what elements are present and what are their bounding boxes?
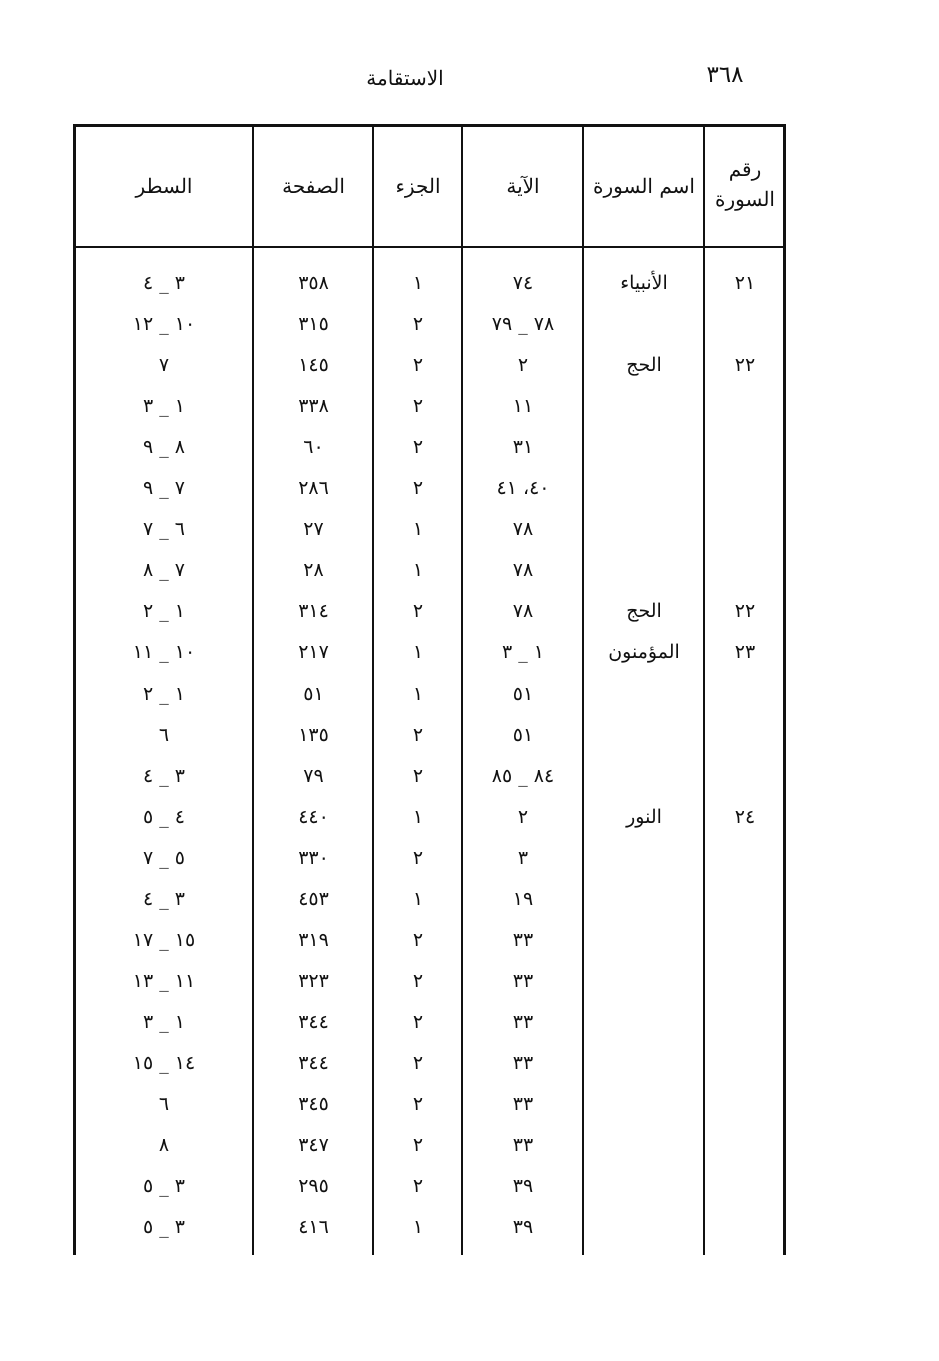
cell-surah-number: ٢٢ bbox=[734, 600, 756, 622]
cell-surah-name bbox=[585, 720, 703, 750]
cell-ayah: ٧٨ bbox=[512, 600, 534, 622]
cell-ayah: ٧٨ bbox=[512, 559, 534, 581]
cell-page: ٦٠ bbox=[303, 436, 324, 458]
cell-surah-name bbox=[585, 761, 703, 791]
cell-page: ٥١ bbox=[303, 683, 324, 705]
cell-page: ٣٢٣ bbox=[298, 970, 329, 992]
cell-juz: ٢ bbox=[412, 847, 424, 869]
cell-surah-number bbox=[706, 843, 784, 873]
cell-surah-name: الحج bbox=[626, 354, 662, 376]
cell-juz: ٢ bbox=[412, 724, 424, 746]
cell-page: ١٤٥ bbox=[298, 354, 329, 376]
cell-surah-number: ٢٤ bbox=[734, 806, 756, 828]
cell-surah-name bbox=[585, 391, 703, 421]
cell-juz: ٢ bbox=[412, 1175, 424, 1197]
cell-line: ٧ _ ٩ bbox=[142, 477, 186, 499]
cell-surah-number bbox=[706, 1048, 784, 1078]
cell-ayah: ٧٨ bbox=[512, 518, 534, 540]
cell-page: ٣١٥ bbox=[298, 313, 329, 335]
cell-juz: ١ bbox=[412, 806, 424, 828]
cell-line: ١٥ _ ١٧ bbox=[132, 929, 196, 951]
cell-surah-name bbox=[585, 884, 703, 914]
cell-page: ٤١٦ bbox=[298, 1216, 329, 1238]
cell-line: ٧ bbox=[158, 354, 170, 376]
cell-ayah: ١٩ bbox=[512, 888, 534, 910]
header-surah-name: اسم السورة bbox=[593, 174, 695, 198]
cell-juz: ٢ bbox=[412, 1093, 424, 1115]
running-title: الاستقامة bbox=[366, 66, 444, 90]
cell-page: ٣١٤ bbox=[298, 600, 329, 622]
cell-surah-name: النور bbox=[626, 806, 662, 828]
cell-line: ٨ _ ٩ bbox=[142, 436, 186, 458]
cell-surah-number bbox=[706, 473, 784, 503]
cell-line: ٦ bbox=[158, 724, 170, 746]
cell-line: ١٤ _ ١٥ bbox=[132, 1052, 196, 1074]
cell-surah-name bbox=[585, 1171, 703, 1201]
column-divider bbox=[582, 124, 584, 1255]
cell-page: ٤٤٠ bbox=[298, 806, 329, 828]
cell-page: ٢٨ bbox=[303, 559, 324, 581]
column-divider bbox=[703, 124, 705, 1255]
cell-juz: ١ bbox=[412, 1216, 424, 1238]
cell-surah-name: الأنبياء bbox=[620, 272, 668, 294]
cell-page: ٣٣٨ bbox=[298, 395, 329, 417]
cell-surah-number bbox=[706, 309, 784, 339]
column-divider bbox=[461, 124, 463, 1255]
cell-ayah: ٢ bbox=[517, 806, 529, 828]
cell-line: ٣ _ ٤ bbox=[142, 765, 186, 787]
cell-juz: ٢ bbox=[412, 1052, 424, 1074]
cell-juz: ١ bbox=[412, 641, 424, 663]
cell-page: ١٣٥ bbox=[298, 724, 329, 746]
header-line: السطر bbox=[135, 174, 193, 198]
cell-surah-number bbox=[706, 432, 784, 462]
cell-page: ٣١٩ bbox=[298, 929, 329, 951]
cell-surah-name bbox=[585, 679, 703, 709]
cell-ayah: ٢ bbox=[517, 354, 529, 376]
cell-ayah: ٣٣ bbox=[512, 929, 534, 951]
cell-surah-number bbox=[706, 884, 784, 914]
cell-surah-name bbox=[585, 1048, 703, 1078]
cell-juz: ٢ bbox=[412, 765, 424, 787]
cell-ayah: ٣٣ bbox=[512, 1093, 534, 1115]
cell-ayah: ٣٣ bbox=[512, 1134, 534, 1156]
cell-juz: ٢ bbox=[412, 1134, 424, 1156]
cell-ayah: ٧٤ bbox=[512, 272, 534, 294]
cell-line: ٥ _ ٧ bbox=[142, 847, 186, 869]
cell-surah-name bbox=[585, 843, 703, 873]
cell-juz: ٢ bbox=[412, 313, 424, 335]
cell-line: ٤ _ ٥ bbox=[142, 806, 186, 828]
cell-ayah: ٣٣ bbox=[512, 1052, 534, 1074]
cell-surah-number bbox=[706, 1089, 784, 1119]
cell-page: ٣٤٥ bbox=[298, 1093, 329, 1115]
cell-page: ٣٣٠ bbox=[298, 847, 329, 869]
cell-juz: ٢ bbox=[412, 929, 424, 951]
cell-surah-name bbox=[585, 514, 703, 544]
cell-surah-number: ٢٣ bbox=[734, 641, 756, 663]
cell-page: ٢٧ bbox=[303, 518, 324, 540]
cell-line: ١١ _ ١٣ bbox=[132, 970, 196, 992]
cell-page: ٢٩٥ bbox=[298, 1175, 329, 1197]
cell-juz: ١ bbox=[412, 888, 424, 910]
cell-surah-number bbox=[706, 761, 784, 791]
cell-surah-name bbox=[585, 473, 703, 503]
cell-surah-number bbox=[706, 679, 784, 709]
cell-surah-number bbox=[706, 1171, 784, 1201]
cell-ayah: ٧٨ _ ٧٩ bbox=[491, 313, 555, 335]
cell-page: ٣٤٤ bbox=[298, 1052, 329, 1074]
cell-surah-name: المؤمنون bbox=[608, 641, 680, 663]
cell-surah-name bbox=[585, 432, 703, 462]
cell-line: ٣ _ ٤ bbox=[142, 272, 186, 294]
cell-surah-number bbox=[706, 1212, 784, 1242]
cell-line: ١٠ _ ١٢ bbox=[132, 313, 196, 335]
cell-surah-number bbox=[706, 555, 784, 585]
cell-ayah: ٣١ bbox=[512, 436, 534, 458]
cell-juz: ٢ bbox=[412, 436, 424, 458]
cell-page: ٣٤٧ bbox=[298, 1134, 329, 1156]
cell-juz: ٢ bbox=[412, 600, 424, 622]
cell-page: ٣٤٤ bbox=[298, 1011, 329, 1033]
cell-juz: ١ bbox=[412, 272, 424, 294]
cell-ayah: ٣٩ bbox=[512, 1216, 534, 1238]
cell-surah-name bbox=[585, 309, 703, 339]
cell-ayah: ٥١ bbox=[512, 724, 534, 746]
cell-juz: ٢ bbox=[412, 354, 424, 376]
cell-line: ٣ _ ٥ bbox=[142, 1216, 186, 1238]
cell-ayah: ٣٩ bbox=[512, 1175, 534, 1197]
cell-ayah: ٣٣ bbox=[512, 970, 534, 992]
cell-line: ٦ _ ٧ bbox=[142, 518, 186, 540]
cell-page: ٢١٧ bbox=[298, 641, 329, 663]
cell-line: ١٠ _ ١١ bbox=[132, 641, 196, 663]
cell-surah-number bbox=[706, 966, 784, 996]
cell-juz: ١ bbox=[412, 518, 424, 540]
cell-surah-number: ٢٢ bbox=[734, 354, 756, 376]
cell-ayah: ١ _ ٣ bbox=[501, 641, 545, 663]
cell-surah-name: الحج bbox=[626, 600, 662, 622]
cell-surah-name bbox=[585, 1007, 703, 1037]
header-page: الصفحة bbox=[282, 174, 345, 198]
cell-ayah: ٣ bbox=[517, 847, 529, 869]
cell-juz: ٢ bbox=[412, 395, 424, 417]
cell-surah-name bbox=[585, 966, 703, 996]
cell-juz: ١ bbox=[412, 683, 424, 705]
cell-surah-name bbox=[585, 925, 703, 955]
cell-page: ٢٨٦ bbox=[298, 477, 329, 499]
cell-surah-number bbox=[706, 1007, 784, 1037]
cell-juz: ٢ bbox=[412, 970, 424, 992]
page-number: ٣٦٨ bbox=[706, 62, 744, 88]
cell-ayah: ١١ bbox=[512, 395, 534, 417]
cell-ayah: ٤٠، ٤١ bbox=[496, 477, 550, 499]
cell-line: ٧ _ ٨ bbox=[142, 559, 186, 581]
cell-juz: ٢ bbox=[412, 1011, 424, 1033]
header-surah-number: رقم السورة bbox=[715, 157, 775, 211]
cell-surah-number bbox=[706, 1130, 784, 1160]
cell-surah-name bbox=[585, 555, 703, 585]
header-rule bbox=[73, 246, 786, 248]
cell-line: ١ _ ٢ bbox=[142, 683, 186, 705]
cell-page: ٧٩ bbox=[303, 765, 324, 787]
cell-line: ٣ _ ٥ bbox=[142, 1175, 186, 1197]
cell-line: ٦ bbox=[158, 1093, 170, 1115]
cell-line: ١ _ ٢ bbox=[142, 600, 186, 622]
cell-page: ٤٥٣ bbox=[298, 888, 329, 910]
cell-ayah: ٥١ bbox=[512, 683, 534, 705]
header-juz: الجزء bbox=[395, 174, 441, 198]
cell-line: ٣ _ ٤ bbox=[142, 888, 186, 910]
header-ayah: الآية bbox=[506, 174, 540, 198]
cell-line: ١ _ ٣ bbox=[142, 395, 186, 417]
column-divider bbox=[252, 124, 254, 1255]
cell-surah-number bbox=[706, 391, 784, 421]
cell-surah-number bbox=[706, 720, 784, 750]
cell-line: ٨ bbox=[158, 1134, 170, 1156]
cell-surah-name bbox=[585, 1130, 703, 1160]
column-divider bbox=[372, 124, 374, 1255]
cell-surah-name bbox=[585, 1212, 703, 1242]
cell-juz: ١ bbox=[412, 559, 424, 581]
cell-line: ١ _ ٣ bbox=[142, 1011, 186, 1033]
cell-surah-name bbox=[585, 1089, 703, 1119]
cell-surah-number bbox=[706, 514, 784, 544]
cell-juz: ٢ bbox=[412, 477, 424, 499]
cell-page: ٣٥٨ bbox=[298, 272, 329, 294]
cell-ayah: ٨٤ _ ٨٥ bbox=[491, 765, 555, 787]
cell-ayah: ٣٣ bbox=[512, 1011, 534, 1033]
cell-surah-number bbox=[706, 925, 784, 955]
cell-surah-number: ٢١ bbox=[734, 272, 756, 294]
